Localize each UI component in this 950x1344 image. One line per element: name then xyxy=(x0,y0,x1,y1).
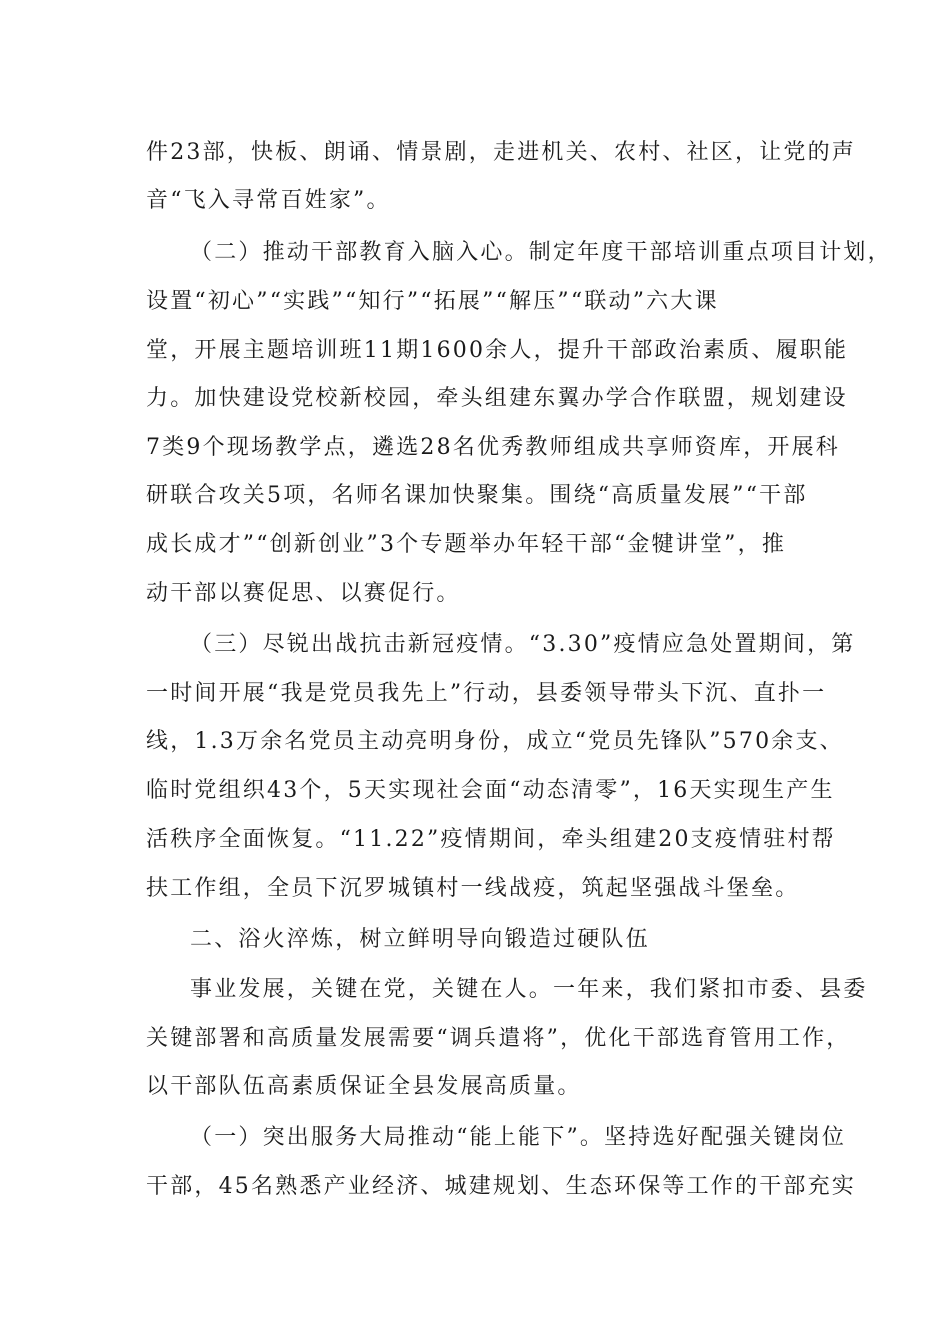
text-line: （二）推动干部教育入脑入心。制定年度干部培训重点项目计划， xyxy=(190,240,892,265)
text-line: 临时党组织43个，5天实现社会面“动态清零”，16天实现生产生 xyxy=(146,778,835,803)
text-line: 事业发展，关键在党，关键在人。一年来，我们紧扣市委、县委 xyxy=(190,977,868,1002)
text-line: （三）尽锐出战抗击新冠疫情。“3.30”疫情应急处置期间，第 xyxy=(190,632,856,657)
text-line: 成长成才”“创新创业”3个专题举办年轻干部“金犍讲堂”，推 xyxy=(146,532,787,557)
section-heading: 二、浴火淬炼，树立鲜明导向锻造过硬队伍 xyxy=(190,927,650,952)
text-line: 研联合攻关5项，名师名课加快聚集。围绕“高质量发展”“干部 xyxy=(146,483,808,508)
text-line: 件23部，快板、朗诵、情景剧，走进机关、农村、社区，让党的声 xyxy=(146,140,856,165)
text-line: 设置“初心”“实践”“知行”“拓展”“解压”“联动”六大课 xyxy=(146,289,719,314)
text-line: 活秩序全面恢复。“11.22”疫情期间，牵头组建20支疫情驻村帮 xyxy=(146,827,836,852)
text-line: 堂，开展主题培训班11期1600余人，提升干部政治素质、履职能 xyxy=(146,338,849,363)
text-line: 干部，45名熟悉产业经济、城建规划、生态环保等工作的干部充实 xyxy=(146,1174,856,1199)
text-line: 音“飞入寻常百姓家”。 xyxy=(146,188,391,213)
text-line: 力。加快建设党校新校园，牵头组建东翼办学合作联盟，规划建设 xyxy=(146,386,848,411)
text-line: 关键部署和高质量发展需要“调兵遣将”，优化干部选育管用工作， xyxy=(146,1026,851,1051)
text-line: 动干部以赛促思、以赛促行。 xyxy=(146,581,461,606)
text-line: 扶工作组，全员下沉罗城镇村一线战疫，筑起坚强战斗堡垒。 xyxy=(146,876,800,901)
text-line: 7类9个现场教学点，遴选28名优秀教师组成共享师资库，开展科 xyxy=(146,435,840,460)
text-line: （一）突出服务大局推动“能上能下”。坚持选好配强关键岗位 xyxy=(190,1125,847,1150)
text-line: 以干部队伍高素质保证全县发展高质量。 xyxy=(146,1074,582,1099)
text-line: 线，1.3万余名党员主动亮明身份，成立“党员先锋队”570余支、 xyxy=(146,729,844,754)
text-line: 一时间开展“我是党员我先上”行动，县委领导带头下沉、直扑一 xyxy=(146,681,827,706)
